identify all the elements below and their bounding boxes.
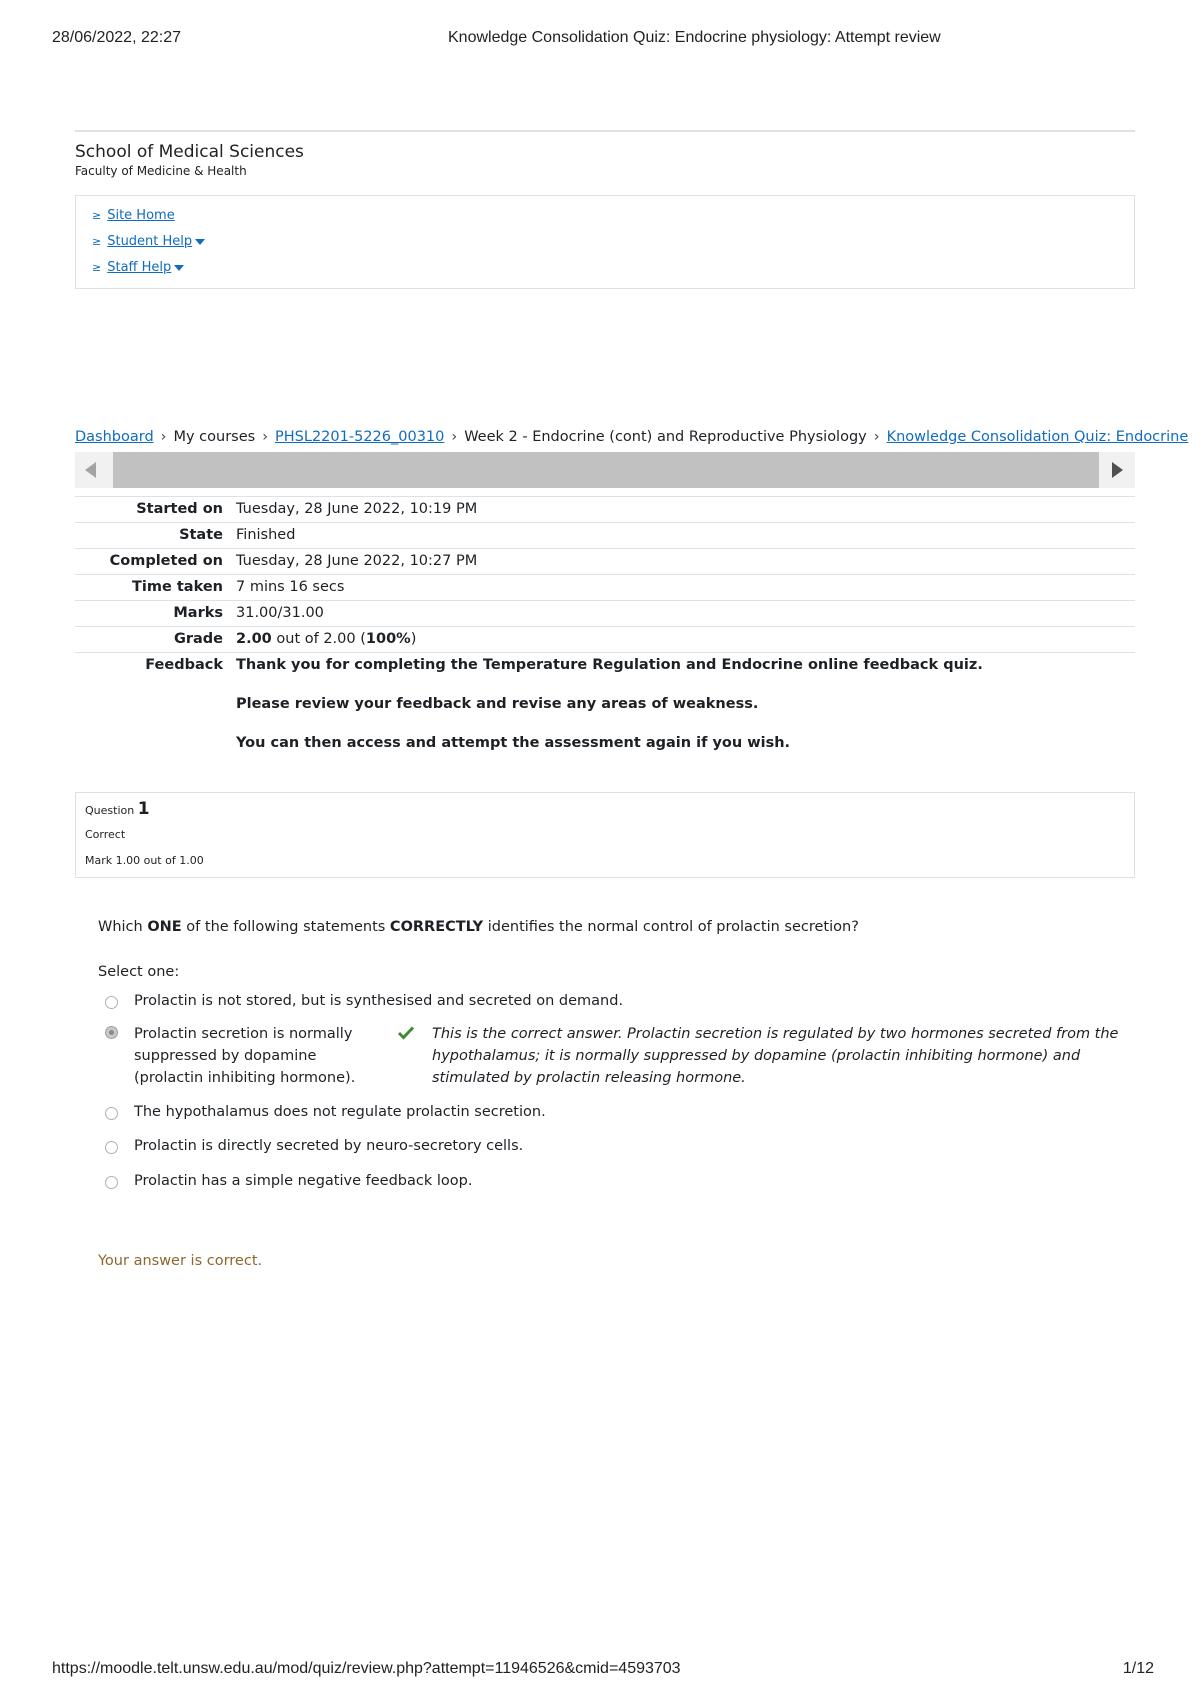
print-page-number: 1/12: [1122, 1660, 1154, 1677]
breadcrumb-my-courses: My courses: [173, 429, 256, 445]
check-icon: [398, 1026, 414, 1039]
answer-option-label[interactable]: The hypothalamus does not regulate prolactin secretion.: [134, 1104, 546, 1120]
question-number: [85, 799, 150, 819]
question-grade: Mark 1.00 out of 1.00: [85, 854, 204, 867]
answer-option-label[interactable]: Prolactin secretion is normally suppressed by dopamine (prolactin inhibiting hormone).: [134, 1026, 356, 1086]
feedback-line: You can then access and attempt the assessment again if you wish.: [236, 735, 791, 751]
answer-outcome: Your answer is correct.: [98, 1253, 263, 1269]
summary-row-grade: [75, 626, 1135, 652]
question-number-value: 1: [137, 799, 150, 819]
grade-close: ): [410, 631, 417, 647]
print-header: [52, 29, 1154, 51]
breadcrumb-course[interactable]: PHSL2201-5226_00310: [275, 429, 445, 445]
site-navigation: [75, 195, 1135, 289]
answer-option-label[interactable]: Prolactin is directly secreted by neuro-secretory cells.: [134, 1138, 524, 1154]
radio-button-selected[interactable]: [105, 1026, 118, 1039]
summary-row-marks: [75, 600, 1135, 626]
breadcrumb-dashboard[interactable]: Dashboard: [75, 429, 154, 445]
question-text: [98, 919, 859, 935]
chevron-right-icon: ›: [873, 429, 880, 445]
breadcrumb-quiz[interactable]: Knowledge Consolidation Quiz: Endocrine: [886, 429, 1189, 445]
radio-button[interactable]: [105, 996, 118, 1009]
summary-label: Completed on: [109, 553, 223, 569]
radio-button[interactable]: [105, 1141, 118, 1154]
nav-arrow-icon: ≥: [92, 209, 102, 222]
question-text-emphasis: CORRECTLY: [389, 919, 484, 935]
summary-value: [236, 631, 416, 647]
question-state: Correct: [85, 828, 126, 841]
summary-label: Marks: [173, 605, 223, 621]
question-text-part: identifies the normal control of prolactin secretion?: [483, 919, 859, 935]
question-label: Question: [85, 804, 135, 817]
question-text-emphasis: ONE: [147, 919, 182, 935]
scroll-left-icon[interactable]: [85, 462, 96, 478]
summary-value: Tuesday, 28 June 2022, 10:27 PM: [236, 553, 478, 569]
summary-row-completed: [75, 548, 1135, 574]
feedback-line: Thank you for completing the Temperature Regulation and Endocrine online feedback quiz.: [236, 657, 983, 673]
caret-down-icon[interactable]: [174, 265, 184, 271]
summary-label: Time taken: [132, 579, 223, 595]
summary-row-started: [75, 496, 1135, 522]
summary-value: 7 mins 16 secs: [236, 579, 345, 595]
feedback-line: Please review your feedback and revise any areas of weakness.: [236, 696, 759, 712]
summary-value: Tuesday, 28 June 2022, 10:19 PM: [236, 501, 478, 517]
nav-item-student-help[interactable]: [92, 234, 205, 249]
answer-prompt: Select one:: [98, 964, 180, 980]
site-subtitle: Faculty of Medicine & Health: [75, 164, 247, 178]
specific-feedback: This is the correct answer. Prolactin secretion is regulated by two hormones secreted from the hypothalamus; it is normally suppressed by dopamine (prolactin inhibiting hormone) and stimulated by prolactin releasing hormone.: [432, 1026, 1119, 1086]
answer-option-label[interactable]: Prolactin has a simple negative feedback loop.: [134, 1173, 473, 1189]
grade-out-of: out of 2.00 (: [271, 631, 366, 647]
chevron-right-icon: ›: [160, 429, 167, 445]
radio-button[interactable]: [105, 1107, 118, 1120]
nav-link-student-help[interactable]: Student Help: [107, 234, 193, 249]
nav-item-site-home[interactable]: [92, 208, 175, 223]
print-url: https://moodle.telt.unsw.edu.au/mod/quiz/review.php?attempt=11946526&cmid=4593703: [52, 1660, 681, 1677]
grade-percent: 100%: [365, 631, 411, 647]
summary-row-feedback: [75, 652, 1135, 783]
chevron-right-icon: ›: [451, 429, 458, 445]
breadcrumb-week: Week 2 - Endocrine (cont) and Reproductive Physiology: [464, 429, 867, 445]
nav-link-staff-help[interactable]: Staff Help: [107, 260, 172, 275]
breadcrumb: [75, 429, 1189, 451]
summary-value: 31.00/31.00: [236, 605, 324, 621]
nav-arrow-icon: ≥: [92, 261, 102, 274]
header-divider: [75, 130, 1135, 132]
summary-label: Started on: [136, 501, 223, 517]
summary-label: State: [179, 527, 223, 543]
answer-option-label[interactable]: Prolactin is not stored, but is synthesised and secreted on demand.: [134, 993, 624, 1009]
question-text-part: of the following statements: [181, 919, 390, 935]
summary-row-state: [75, 522, 1135, 548]
attempt-summary-table: [75, 496, 1135, 783]
summary-value: Finished: [236, 527, 296, 543]
caret-down-icon[interactable]: [195, 239, 205, 245]
nav-arrow-icon: ≥: [92, 235, 102, 248]
summary-label: Feedback: [145, 657, 223, 673]
chevron-right-icon: ›: [262, 429, 269, 445]
summary-row-time-taken: [75, 574, 1135, 600]
nav-item-staff-help[interactable]: [92, 260, 184, 275]
question-text-part: Which: [98, 919, 148, 935]
scroll-right-icon[interactable]: [1112, 462, 1123, 478]
radio-button[interactable]: [105, 1176, 118, 1189]
print-footer: [52, 1660, 1154, 1682]
nav-link-site-home[interactable]: Site Home: [107, 208, 175, 223]
breadcrumb-scrollbar[interactable]: [75, 452, 1135, 488]
print-page-title: Knowledge Consolidation Quiz: Endocrine physiology: Attempt review: [448, 29, 941, 46]
question-info: [75, 792, 1135, 878]
summary-label: Grade: [173, 631, 223, 647]
site-name[interactable]: School of Medical Sciences: [75, 142, 304, 162]
grade-score: 2.00: [236, 631, 272, 647]
print-datetime: 28/06/2022, 22:27: [52, 29, 182, 46]
scrollbar-thumb[interactable]: [113, 452, 1099, 488]
